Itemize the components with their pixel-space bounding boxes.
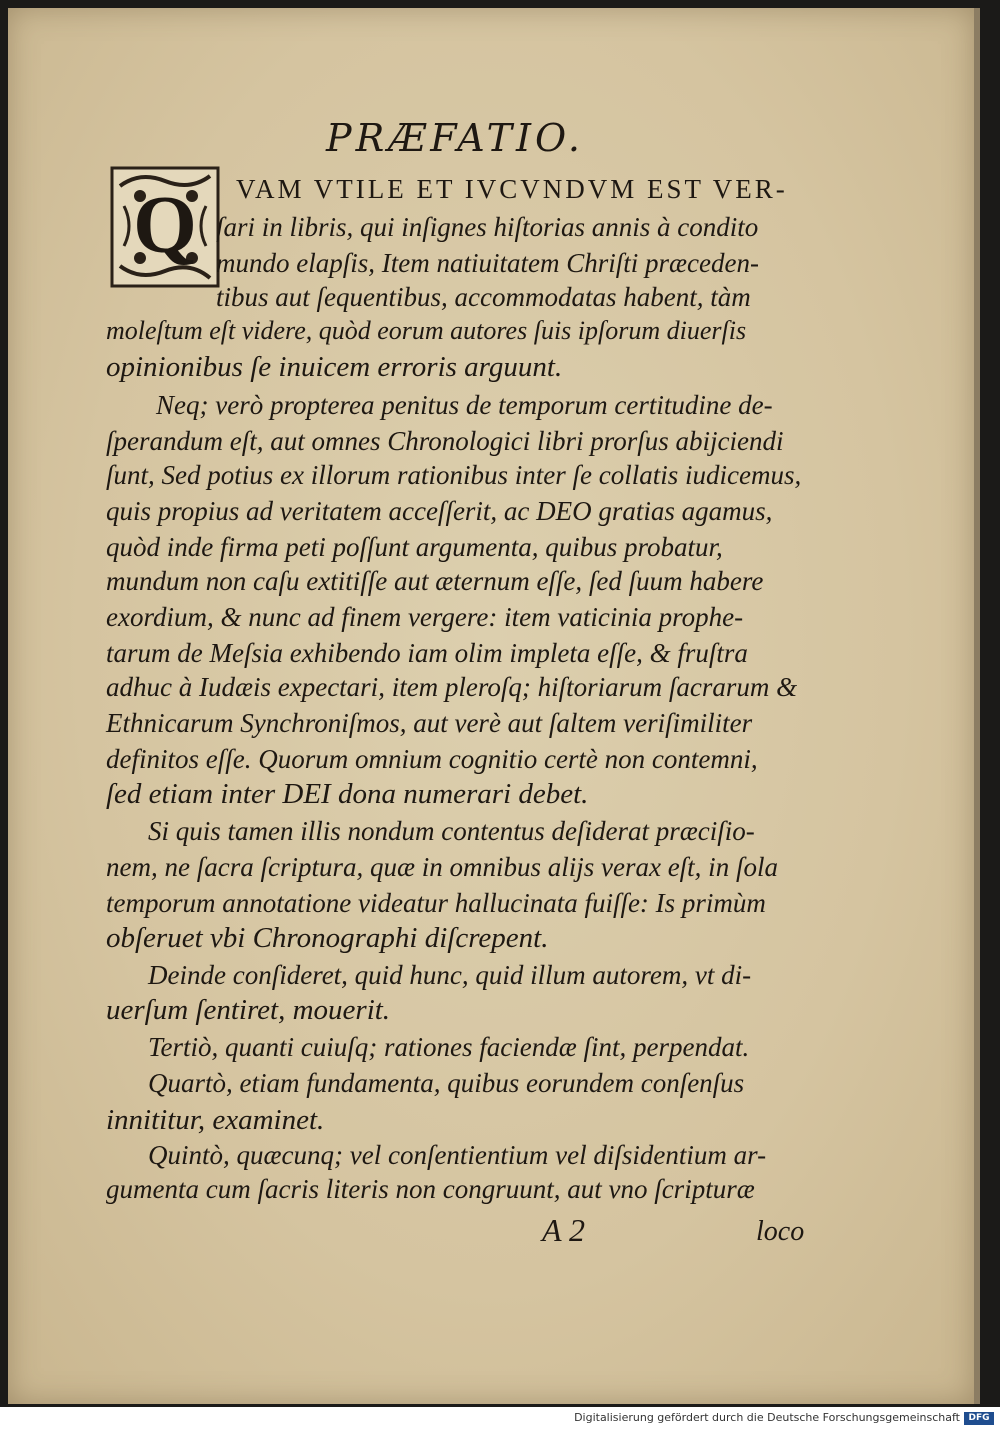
page-title: PRÆFATIO. [326,116,585,160]
text-line: Si quis tamen illis nondum contentus deſiderat præciſio- [148,816,755,846]
opening-capitals: VAM VTILE ET IVCVNDVM EST VER- [236,174,788,204]
text-line: nem, ne ſacra ſcriptura, quæ in omnibus alijs verax eſt, in ſola [106,852,778,882]
text-line: ſari in libris, qui inſignes hiſtorias annis à condito [216,212,759,242]
text-line: temporum annotatione videatur hallucinata fuiſſe: Is primùm [106,888,766,918]
text-line: obſeruet vbi Chronographi diſcrepent. [106,922,549,954]
dfg-logo: DFG [964,1412,994,1425]
text-line: exordium, & nunc ad finem vergere: item vaticinia prophe- [106,602,744,632]
text-line: ſed etiam inter DEI dona numerari debet. [106,778,589,810]
text-line: definitos eſſe. Quorum omnium cognitio certè non contemni, [106,744,758,774]
text-line: mundo elapſis, Item natiuitatem Chriſti præceden- [216,248,759,278]
text-line: Deinde conſideret, quid hunc, quid illum autorem, vt di- [148,960,752,990]
text-line: Quintò, quæcunq; vel conſentientium vel diſsidentium ar- [148,1140,767,1170]
text-line: opinionibus ſe inuicem erroris arguunt. [106,351,563,383]
footer-bar [0,1407,1000,1431]
text-line: moleſtum eſt videre, quòd eorum autores ſuis ipſorum diuerſis [106,316,747,345]
text-line: ſperandum eſt, aut omnes Chronologici libri prorſus abijciendi [106,426,784,456]
decorated-initial-q [110,166,220,288]
text-line: ſunt, Sed potius ex illorum rationibus inter ſe collatis iudicemus, [106,460,802,490]
text-line: Neq; verò propterea penitus de temporum certitudine de- [156,390,773,420]
text-line: gumenta cum ſacris literis non congruunt, aut vno ſcripturæ [106,1174,755,1204]
text-line: quòd inde firma peti poſſunt argumenta, quibus probatur, [106,532,723,562]
text-line: adhuc à Iudæis expectari, item pleroſq; hiſtoriarum ſacrarum & [106,672,798,702]
text-line: Ethnicarum Synchroniſmos, aut verè aut ſaltem veriſimiliter [106,708,753,738]
text-line: innititur, examinet. [106,1104,325,1136]
page-edge [974,8,980,1404]
text-line: uerſum ſentiret, mouerit. [106,994,391,1026]
text-line: mundum non caſu extitiſſe aut æternum eſſe, ſed ſuum habere [106,566,764,596]
text-line: tibus aut ſequentibus, accommodatas habent, tàm [216,282,751,312]
catchword: loco [756,1216,805,1247]
funding-credit: Digitalisierung gefördert durch die Deutsche Forschungsgemeinschaft [574,1411,960,1424]
text-line: tarum de Meſsia exhibendo iam olim impleta eſſe, & fruſtra [106,638,748,668]
text-line: quis propius ad veritatem acceſſerit, ac DEO gratias agamus, [106,496,773,526]
text-line: Quartò, etiam fundamenta, quibus eorundem conſenſus [148,1068,745,1098]
text-line: Tertiò, quanti cuiuſq; rationes faciendæ ſint, perpendat. [148,1032,750,1062]
signature-mark: A 2 [542,1212,585,1248]
scanned-page [8,8,974,1404]
initial-letter: Q [133,179,197,270]
